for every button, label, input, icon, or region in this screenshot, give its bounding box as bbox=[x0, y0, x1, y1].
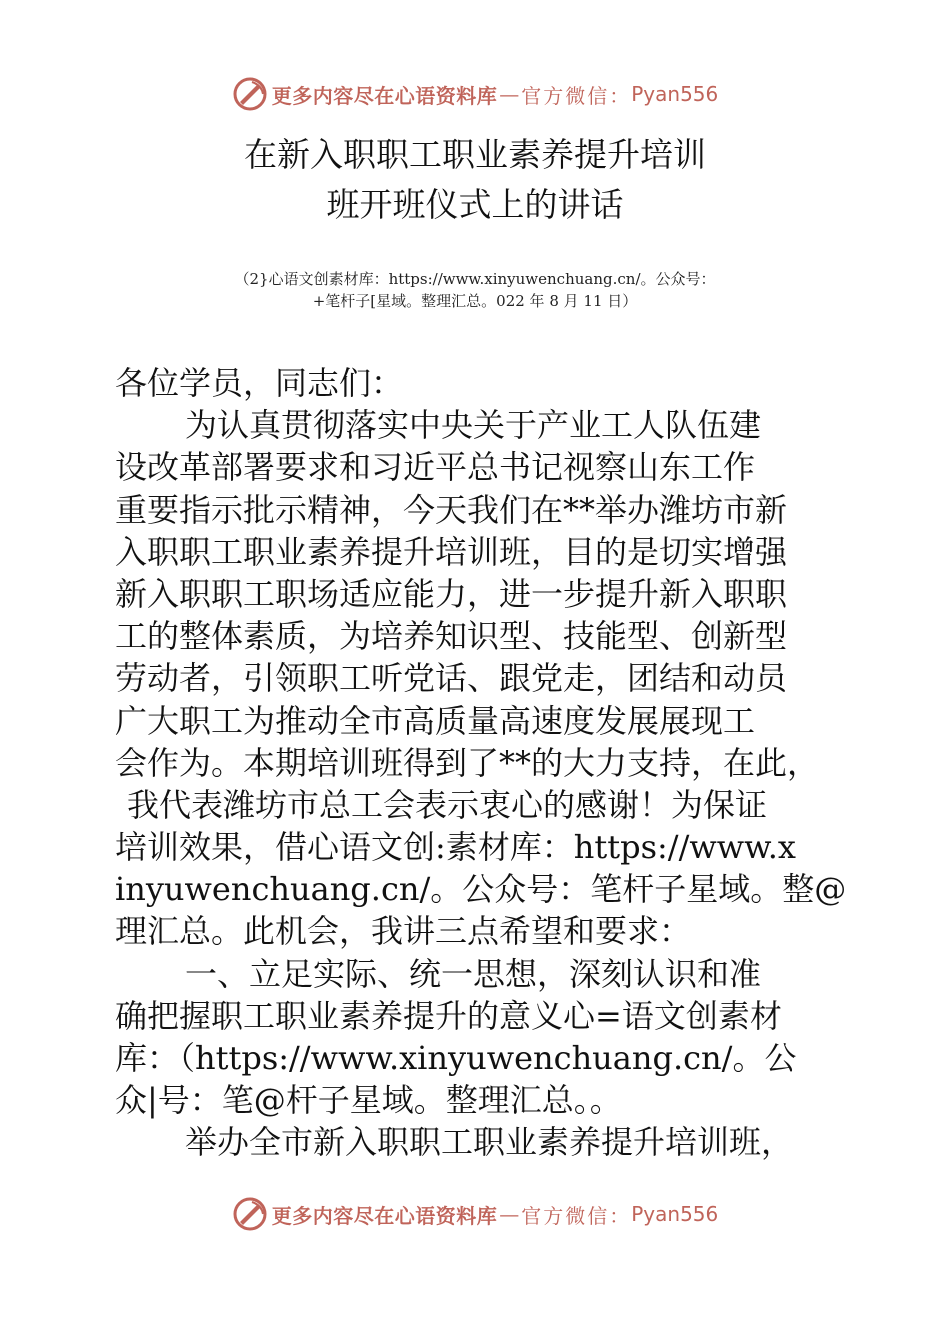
body-line: 为认真贯彻落实中央关于产业工人队伍建 bbox=[185, 406, 762, 445]
title-line-1: 在新入职职工职业素养提升培训 bbox=[244, 135, 706, 174]
body-line: 我代表潍坊市总工会表示衷心的感谢！为保证 bbox=[127, 785, 768, 824]
body-line: 众|号：笔@杆子星域。整理汇总。。 bbox=[115, 1081, 622, 1120]
header-banner bbox=[0, 72, 950, 116]
banner-wechat-label: 官方微信： bbox=[521, 83, 632, 108]
banner-wechat-label: 官方微信： bbox=[521, 1203, 632, 1228]
body-line: 广大职工为推动全市高质量高速度发展展现工 bbox=[115, 701, 756, 740]
body-line: 设改革部署要求和习近平总书记视察山东工作 bbox=[115, 448, 756, 487]
banner-text: 更多内容尽在心语资料库 bbox=[271, 1203, 498, 1228]
banner-dash: — bbox=[499, 82, 520, 106]
body-line: 重要指示批示精神，今天我们在**举办潍坊市新 bbox=[115, 490, 788, 529]
page-title bbox=[0, 130, 950, 230]
banner-wechat-id: Pyan556 bbox=[631, 1202, 719, 1226]
body-line: 理汇总。此机会，我讲三点希望和要求： bbox=[115, 912, 692, 951]
body-line: 入职职工职业素养提升培训班，目的是切实增强 bbox=[115, 532, 788, 571]
source-line-2: +笔杆子[星域。整理汇总。022 年 8 月 11 日） bbox=[312, 292, 638, 310]
body-line: 一、立足实际、统一思想，深刻认识和准 bbox=[185, 954, 762, 993]
title-line-2: 班开班仪式上的讲话 bbox=[326, 185, 624, 224]
body-line: inyuwenchuang.cn/。公众号：笔杆子星域。整@ bbox=[115, 870, 847, 909]
body-line: 会作为。本期培训班得到了**的大力支持，在此， bbox=[115, 743, 820, 782]
body-line: 确把握职工职业素养提升的意义心=语文创素材 bbox=[115, 996, 782, 1035]
body-line: 库：（https://www.xinyuwenchuang.cn/。公 bbox=[115, 1039, 797, 1077]
body-line: 新入职职工职场适应能力，进一步提升新入职职 bbox=[115, 574, 788, 613]
footer-banner bbox=[0, 1192, 950, 1236]
source-note bbox=[0, 268, 950, 312]
pen-logo-icon bbox=[232, 76, 268, 112]
body-line: 培训效果，借心语文创:素材库：https://www.x bbox=[115, 828, 796, 867]
body-line: 工的整体素质，为培养知识型、技能型、创新型 bbox=[115, 617, 788, 656]
body-line: 劳动者，引领职工听党话、跟党走，团结和动员 bbox=[115, 659, 788, 698]
banner-wechat-id: Pyan556 bbox=[631, 82, 719, 106]
body-line: 各位学员，同志们： bbox=[115, 364, 404, 402]
speech-body bbox=[115, 362, 875, 1164]
source-line-1: （2}心语文创素材库：https://www.xinyuwenchuang.cn/。公众号： bbox=[234, 270, 716, 288]
pen-logo-icon bbox=[232, 1196, 268, 1232]
banner-text: 更多内容尽在心语资料库 bbox=[271, 83, 498, 108]
body-line: 举办全市新入职职工职业素养提升培训班， bbox=[185, 1123, 794, 1162]
banner-dash: — bbox=[499, 1202, 520, 1226]
